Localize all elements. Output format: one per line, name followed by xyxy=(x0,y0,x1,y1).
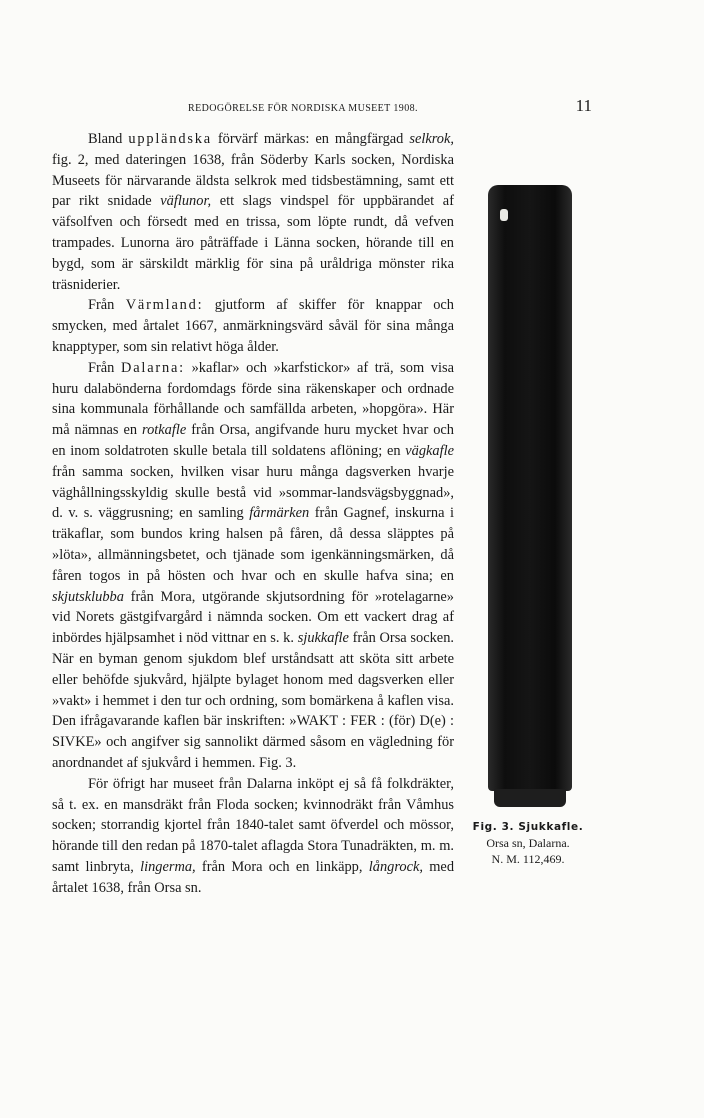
text-run: från Orsa, angifvande huru mycket hvar och en inom soldatroten skulle betala till soldatens aflöning; en xyxy=(52,422,454,459)
italic-term: rotkafle xyxy=(142,422,187,439)
text-run: »kaflar» och »karfstickor» af trä, som visa huru dalabönderna fordomdags förde sina räkenskaper och ordnade sina kommunala förhållande och samfällda arbeten, »hopgöra». Här må nämnas en xyxy=(52,359,454,439)
italic-term: vägkafle xyxy=(405,442,454,459)
text-run: med årtalet 1638, från Orsa sn. xyxy=(52,858,455,896)
text-run: Från xyxy=(88,297,126,314)
italic-term: långrock, xyxy=(368,858,423,875)
text-run: fig. 2, med dateringen 1638, från Söderby Karls socken, Nordiska Museets för närvarande äldsta selkrok med tidsbestämning, samt ett par rikt snidade xyxy=(52,151,454,210)
text-run: ett slags vindspel för uppbärandet af väfsolfven och försedt med en trissa, som löpte rundt, då vefven trampades. Lunorna äro påträffade i Länna socken, hörande till en bygd, som är särskildt märklig för sina på uråldriga mönster rika träsniderier. xyxy=(52,193,454,293)
sjukkafle-stick-image xyxy=(488,185,572,791)
italic-term: skjutsklubba xyxy=(52,588,124,605)
text-run: För öfrigt har museet från Dalarna inköpt ej så få folkdräkter, så t. ex. en mansdräkt från Floda socken; kvinnodräkt från Våmhus socken; storrandig kjortel från 1840-talet samt öfverdel och mössor, hörande till den redan på 1870-talet aflagda Stora Tunadräkten, m. m. samt linbryta, xyxy=(52,775,454,875)
italic-term: väflunor, xyxy=(160,193,212,210)
body-text xyxy=(52,129,590,898)
text-run: från Mora och en linkäpp, xyxy=(195,858,369,875)
text-run: Bland xyxy=(88,131,129,147)
italic-term: lingerma, xyxy=(140,858,196,875)
stick-end xyxy=(494,789,566,807)
spaced-term: Dalarna: xyxy=(121,359,185,376)
figure-caption-label: Fig. 3. Sjukkafle. xyxy=(472,821,584,833)
italic-term: sjukkafle xyxy=(297,630,349,647)
figure-sjukkafle xyxy=(466,185,590,881)
figure-caption-place: Orsa sn, Dalarna. xyxy=(486,836,570,850)
text-run: från Mora, utgörande skjutsordning för »rotelagarne» vid Norets gästgifvargård i nämnda socken. Om ett vackert drag af inbördes hjälpsamhet i nöd vittnar en s. k. xyxy=(52,588,454,647)
text-run: förvärf märkas: en mångfärgad xyxy=(211,131,410,147)
text-run: Från xyxy=(88,359,122,376)
figure-caption xyxy=(466,819,590,867)
spaced-term: uppländska xyxy=(128,131,212,147)
spaced-term: Värmland: xyxy=(125,297,204,314)
italic-term: selkrok, xyxy=(409,131,454,147)
stick-hole xyxy=(500,209,508,221)
running-head: REDOGÖRELSE FÖR NORDISKA MUSEET 1908. xyxy=(188,103,418,114)
text-run: från Gagnef, inskurna i träkaflar, som bundos kring halsen på fåren, då dessa släpptes på »löta», allmänningsbetet, och tjänade som igenkänningsmärken, då fåren togos in på hösten och hvar och en skulle hafva sina; en xyxy=(52,505,454,584)
page-header xyxy=(52,96,592,120)
text-run: från Orsa socken. När en byman genom sjukdom blef urståndsatt att sköta sitt arbete eller behöfde sjukvård, hjälpte bylaget honom med dagsverken eller »vakt» i hemmet i den tur och ordning, som bomärkena å kaflen visa. Den ifrågavarande kaflen bär inskriften: »WAKT : FER : (för) D(e) : SIVKE» och angifver sig sannolikt därmed såsom en vägledning för anordnandet af sjukvård i hemmen. Fig. 3. xyxy=(52,630,454,771)
italic-term: fårmärken xyxy=(249,505,310,522)
text-run: gjutform af skiffer för knappar och smycken, med årtalet 1667, anmärkningsvärd såväl för sina många knapptyper, som sin relativt höga ålder. xyxy=(52,297,454,355)
page-number: 11 xyxy=(575,96,592,115)
text-run: från samma socken, hvilken visar huru många dagsverken hvarje väghållningsskyldig skulle bestå vid »sommar-landsvägsbyggnad», d. v. s. väggrusning; en samling xyxy=(52,463,454,522)
figure-caption-number: N. M. 112,469. xyxy=(491,852,565,866)
